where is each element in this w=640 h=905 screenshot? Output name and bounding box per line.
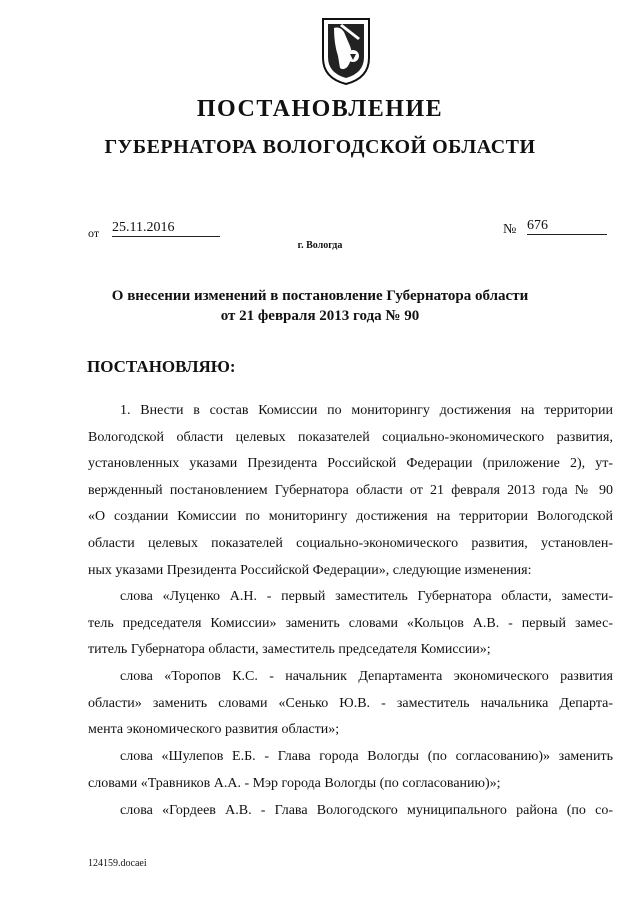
vologda-coat-of-arms-icon — [320, 16, 372, 86]
text-line: Вологодской области целевых показателей социально-экономического развития, — [88, 429, 613, 445]
text-line: слова «Торопов К.С. - начальник Департамента экономического развития — [120, 669, 613, 684]
text-line: мента экономического развития области»; — [88, 722, 340, 738]
body-paragraph-4 — [88, 744, 613, 797]
body-paragraph-3 — [88, 664, 613, 744]
subject-line: О внесении изменений в постановление Губернатора области — [111, 288, 529, 304]
document-date: 25.11.2016 — [112, 220, 220, 237]
text-line: области целевых показателей социально-экономического развития, установлен- — [88, 535, 613, 551]
file-code: 124159.docaei — [88, 858, 147, 869]
text-line: области» заменить словами «Сенько Ю.В. - заместитель начальника Департа- — [88, 695, 613, 711]
text-line: ных указами Президента Российской Федерации», следующие изменения: — [88, 562, 532, 578]
text-line: слова «Гордеев А.В. - Глава Вологодского муниципального района (по со- — [120, 803, 613, 818]
text-line: 1. Внести в состав Комиссии по мониторингу достижения на территории — [120, 403, 613, 418]
document-number: 676 — [527, 218, 607, 235]
text-line: слова «Шулепов Е.Б. - Глава города Вологды (по согласованию)» заменить — [120, 749, 613, 764]
document-subtitle: ГУБЕРНАТОРА ВОЛОГОДСКОЙ ОБЛАСТИ — [104, 136, 536, 158]
subject-line: от 21 февраля 2013 года № 90 — [220, 308, 420, 324]
body-paragraph-1 — [88, 398, 613, 584]
document-subject — [0, 286, 640, 326]
date-prefix: от — [88, 226, 100, 240]
text-line: вержденный постановлением Губернатора области от 21 февраля 2013 года № 90 — [88, 482, 613, 498]
text-line: слова «Луценко А.Н. - первый заместитель Губернатора области, замести- — [120, 589, 613, 604]
text-line: «О создании Комиссии по мониторингу достижения на территории Вологодской — [88, 509, 613, 525]
decree-heading: ПОСТАНОВЛЯЮ: — [87, 357, 236, 376]
text-line: словами «Травников А.А. - Мэр города Вологды (по согласованию)»; — [88, 775, 501, 791]
text-line: титель Губернатора области, заместитель председателя Комиссии»; — [88, 642, 491, 658]
number-sign: № — [503, 222, 517, 237]
body-paragraph-5 — [88, 798, 613, 825]
text-line: установленных указами Президента Российской Федерации (приложение 2), ут- — [88, 456, 613, 472]
city-name: г. Вологда — [297, 240, 343, 251]
document-title: ПОСТАНОВЛЕНИЕ — [196, 96, 444, 122]
body-paragraph-2 — [88, 584, 613, 664]
text-line: тель председателя Комиссии» заменить словами «Кольцов А.В. - первый замес- — [88, 615, 613, 631]
